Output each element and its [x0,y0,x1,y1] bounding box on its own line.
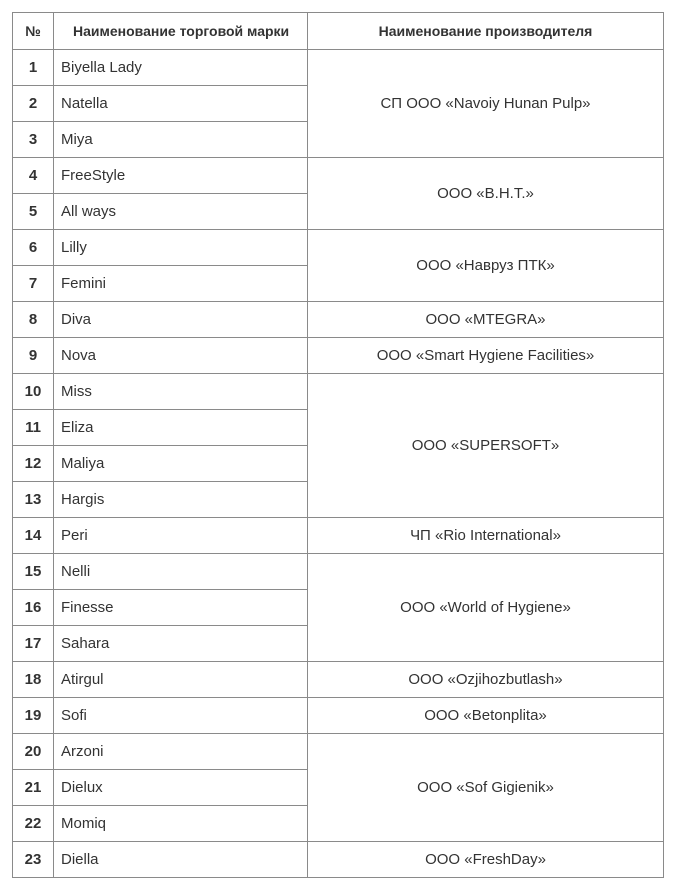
table-row [13,338,664,374]
table-header-row [13,13,664,50]
row-number: 16 [13,590,54,626]
row-number: 15 [13,554,54,590]
table-row [13,734,664,770]
row-number: 7 [13,266,54,302]
brand-name: Hargis [54,482,308,518]
brand-name: Miya [54,122,308,158]
brand-name: Arzoni [54,734,308,770]
header-maker: Наименование производителя [308,13,664,50]
brand-name: Diva [54,302,308,338]
row-number: 12 [13,446,54,482]
maker-name: ООО «B.H.T.» [308,158,664,230]
row-number: 17 [13,626,54,662]
brand-name: Finesse [54,590,308,626]
maker-name: ООО «Ozjihozbutlash» [308,662,664,698]
brand-name: Femini [54,266,308,302]
row-number: 18 [13,662,54,698]
row-number: 9 [13,338,54,374]
table-row [13,50,664,86]
maker-name: ООО «Навруз ПТК» [308,230,664,302]
brand-name: Natella [54,86,308,122]
brand-name: Eliza [54,410,308,446]
brand-name: Momiq [54,806,308,842]
brand-name: Maliya [54,446,308,482]
row-number: 6 [13,230,54,266]
maker-name: ООО «FreshDay» [308,842,664,878]
brand-name: Diella [54,842,308,878]
maker-name: ООО «Smart Hygiene Facilities» [308,338,664,374]
brand-name: All ways [54,194,308,230]
header-number: № [13,13,54,50]
table-row [13,302,664,338]
row-number: 19 [13,698,54,734]
row-number: 5 [13,194,54,230]
maker-name: ООО «Sof Gigienik» [308,734,664,842]
table-row [13,230,664,266]
maker-name: ООО «World of Hygiene» [308,554,664,662]
table-row [13,518,664,554]
maker-name: ООО «SUPERSOFT» [308,374,664,518]
row-number: 3 [13,122,54,158]
brand-name: Miss [54,374,308,410]
row-number: 22 [13,806,54,842]
row-number: 1 [13,50,54,86]
maker-name: ООО «MTEGRA» [308,302,664,338]
brand-name: Dielux [54,770,308,806]
brands-table [12,12,664,878]
brand-name: Lilly [54,230,308,266]
row-number: 2 [13,86,54,122]
brand-name: Biyella Lady [54,50,308,86]
row-number: 13 [13,482,54,518]
table-row [13,554,664,590]
brand-name: FreeStyle [54,158,308,194]
row-number: 4 [13,158,54,194]
brand-name: Sahara [54,626,308,662]
brand-name: Nelli [54,554,308,590]
row-number: 11 [13,410,54,446]
maker-name: ЧП «Rio International» [308,518,664,554]
brand-name: Peri [54,518,308,554]
table-row [13,374,664,410]
maker-name: СП ООО «Navoiy Hunan Pulp» [308,50,664,158]
row-number: 8 [13,302,54,338]
row-number: 21 [13,770,54,806]
table-row [13,662,664,698]
table-row [13,158,664,194]
row-number: 14 [13,518,54,554]
header-brand: Наименование торговой марки [54,13,308,50]
brand-name: Atirgul [54,662,308,698]
row-number: 10 [13,374,54,410]
brand-name: Sofi [54,698,308,734]
row-number: 23 [13,842,54,878]
table-row [13,698,664,734]
brand-name: Nova [54,338,308,374]
table-row [13,842,664,878]
maker-name: ООО «Betonplita» [308,698,664,734]
row-number: 20 [13,734,54,770]
